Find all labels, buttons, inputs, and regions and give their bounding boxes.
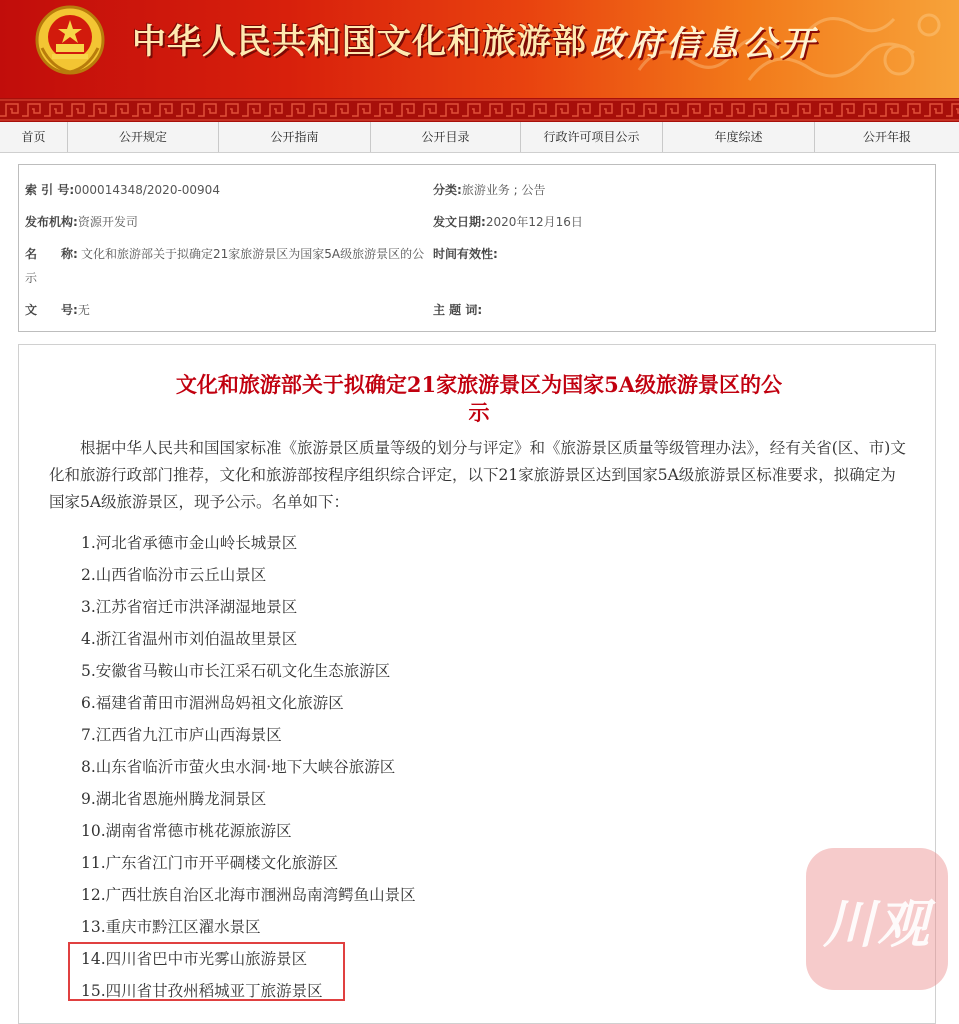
index-number: 索 引 号:000014348/2020-00904 (25, 183, 220, 197)
national-emblem-icon (34, 4, 106, 76)
site-title: 中华人民共和国文化和旅游部 (132, 22, 587, 62)
document-name-label-2: 称: (61, 247, 78, 261)
category: 分类:旅游业务 ; 公告 (433, 183, 546, 197)
list-item: 1.河北省承德市金山岭长城景区 (81, 534, 298, 552)
fret-border-decoration (0, 98, 959, 122)
nav-item-summary[interactable]: 年度综述 (663, 122, 815, 152)
list-item: 12.广西壮族自治区北海市涠洲岛南湾鳄鱼山景区 (81, 886, 416, 904)
nav-item-home[interactable]: 首页 (0, 122, 68, 152)
article-content (18, 344, 936, 1024)
list-item: 3.江苏省宿迁市洪泽湖湿地景区 (81, 598, 298, 616)
doc-number-label-1: 文 (25, 303, 38, 317)
article-title: 文化和旅游部关于拟确定21家旅游景区为国家5A级旅游景区的公 示 (175, 372, 783, 425)
document-name-label-1: 名 (25, 247, 38, 261)
list-item: 14.四川省巴中市光雾山旅游景区 (81, 950, 308, 968)
list-item: 13.重庆市黔江区濯水景区 (81, 918, 261, 936)
list-item: 6.福建省莆田市湄洲岛妈祖文化旅游区 (81, 694, 344, 712)
validity-label: 时间有效性: (433, 247, 498, 261)
list-item: 7.江西省九江市庐山西海景区 (81, 726, 282, 744)
main-nav (0, 122, 959, 153)
highlight-box (68, 942, 345, 1001)
scenic-area-list (81, 527, 681, 1007)
site-subtitle: 政府信息公开 (590, 24, 818, 64)
list-item: 5.安徽省马鞍山市长江采石矶文化生态旅游区 (81, 662, 391, 680)
nav-item-permits[interactable]: 行政许可项目公示 (521, 122, 663, 152)
issuing-agency: 发布机构:资源开发司 (25, 215, 138, 229)
list-item: 10.湖南省常德市桃花源旅游区 (81, 822, 292, 840)
list-item: 11.广东省江门市开平碉楼文化旅游区 (81, 854, 339, 872)
keywords-label: 主 题 词: (433, 303, 483, 317)
list-item: 2.山西省临汾市云丘山景区 (81, 566, 267, 584)
document-name-value-cont: 示 (25, 271, 38, 285)
nav-item-catalog[interactable]: 公开目录 (371, 122, 521, 152)
nav-item-annual-report[interactable]: 公开年报 (862, 130, 911, 144)
article-body: 根据中华人民共和国国家标准《旅游景区质量等级的划分与评定》和《旅游景区质量等级管理办法》，经有关省(区、市)文化和旅游行政部门推荐，文化和旅游部按程序组织综合评定，以下21家旅游景区达到国家5A级旅游景区标准要求，拟确定为国家5A级旅游景区，现予公示。名单如下： (49, 439, 906, 511)
nav-item-rules[interactable]: 公开规定 (68, 122, 219, 152)
list-item: 8.山东省临沂市萤火虫水洞·地下大峡谷旅游区 (81, 758, 396, 776)
list-item: 9.湖北省恩施州腾龙洞景区 (81, 790, 267, 808)
issue-date: 发文日期:2020年12月16日 (433, 215, 583, 229)
doc-number: 号:无 (61, 303, 90, 317)
list-item: 4.浙江省温州市刘伯温故里景区 (81, 630, 298, 648)
document-name-value: 文化和旅游部关于拟确定21家旅游景区为国家5A级旅游景区的公 (81, 247, 425, 261)
watermark-logo: 川观 (806, 848, 948, 990)
site-banner (0, 0, 959, 98)
nav-item-guide[interactable]: 公开指南 (219, 122, 371, 152)
document-metadata (18, 164, 936, 332)
list-item: 15.四川省甘孜州稻城亚丁旅游景区 (81, 982, 323, 1000)
